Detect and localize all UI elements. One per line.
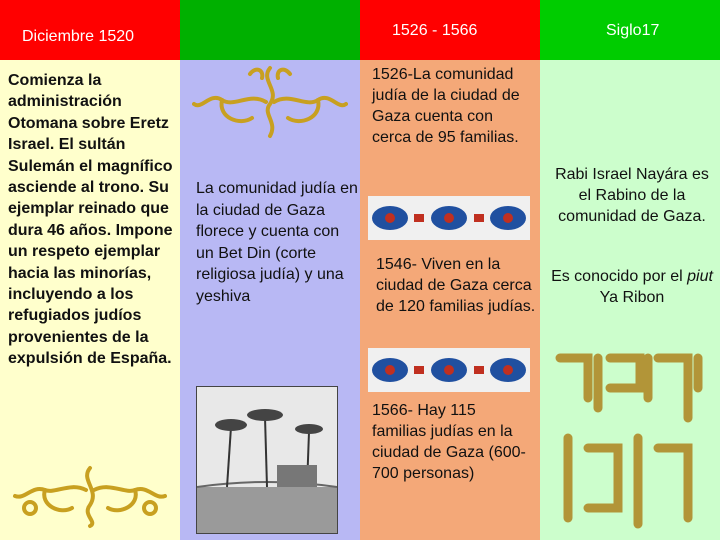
- header-community: [180, 0, 360, 60]
- hebrew-calligraphy-icon: [548, 338, 716, 534]
- text-ya-ribon: [548, 266, 716, 308]
- ornament-flourish-icon: [192, 62, 348, 142]
- gaza-photo: [196, 386, 338, 534]
- text-ya-ribon-prefix: Es conocido por el: [551, 268, 688, 285]
- ornament-scroll-icon: [10, 460, 170, 530]
- decorative-tile-icon-2: [368, 348, 530, 392]
- header-1526-1566-label: 1526 - 1566: [392, 22, 478, 39]
- header-siglo17-label: Siglo17: [606, 22, 660, 39]
- text-1566-entry: 1566- Hay 115 familias judías en la ciudad de Gaza (600-700 personas): [372, 402, 526, 482]
- header-1526-1566: [360, 0, 540, 60]
- text-gaza-community: La comunidad judía en la ciudad de Gaza florece y cuenta con un Bet Din (corte religiosa judía) y una yeshiva: [196, 180, 358, 305]
- text-ya-ribon-suffix: Ya Ribon: [599, 289, 665, 306]
- text-1546-entry: 1546- Viven en la ciudad de Gaza cerca de 120 familias judías.: [376, 256, 536, 315]
- header-1520-label: Diciembre 1520: [22, 28, 135, 45]
- text-ottoman-administration: Comienza la administración Otomana sobre Eretz Israel. El sultán Sulemán el magnífico asciende al trono. Su ejemplar reinado que dura 46 años. Impone un respeto ejemplar hacia las minorías, incluyendo a los refugiados judíos provenientes de la expulsión de España.: [8, 72, 173, 368]
- header-1520: [0, 0, 180, 60]
- decorative-tile-icon: [368, 196, 530, 240]
- header-siglo17: [540, 0, 720, 60]
- text-1526-entry: 1526-La comunidad judía de la ciudad de Gaza cuenta con cerca de 95 familias.: [372, 66, 520, 146]
- text-piut: piut: [687, 268, 713, 285]
- text-rabbi-nayara: Rabi Israel Nayára es el Rabino de la comunidad de Gaza.: [555, 166, 709, 225]
